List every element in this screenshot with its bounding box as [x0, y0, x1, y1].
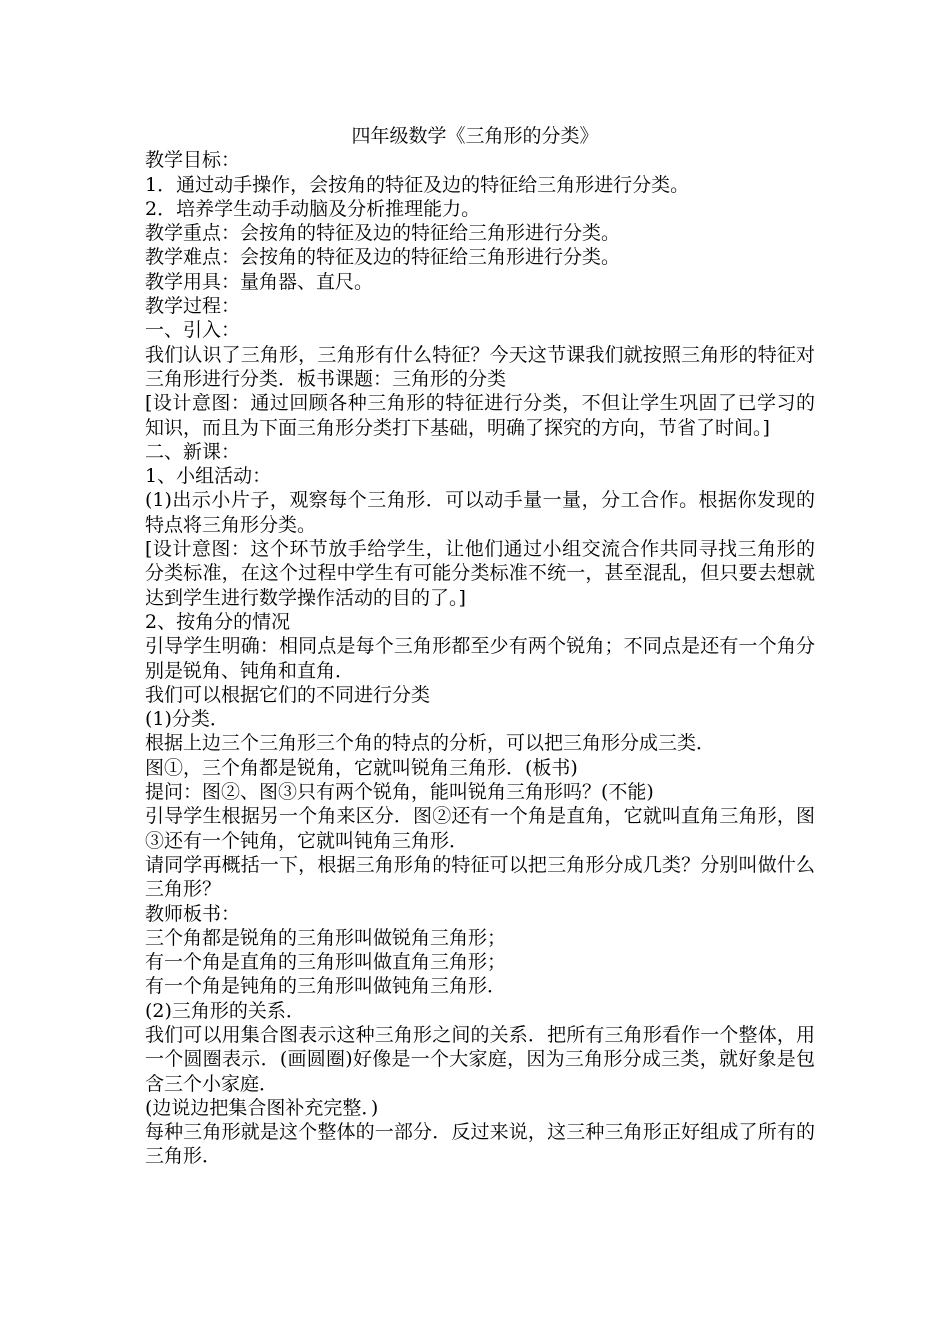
paragraph-tools: 教学用具：量角器、直尺。 [145, 270, 374, 293]
paragraph-summarize: 请同学再概括一下，根据三角形角的特征可以把三角形分成几类？分别叫做什么三角形？ [145, 853, 815, 901]
paragraph-guide-students: 引导学生明确：相同点是每个三角形都至少有两个锐角；不同点是还有一个角分别是锐角、钝角和直角． [145, 635, 815, 682]
paragraph-three-categories: 根据上边三个三角形三个角的特点的分析，可以把三角形分成三类． [145, 732, 716, 755]
paragraph-complete-diagram: (边说边把集合图补充完整．) [145, 1096, 379, 1119]
paragraph-objective-1: 1．通过动手操作，会按角的特征及边的特征给三角形进行分类。 [145, 173, 690, 196]
paragraph-process-heading: 教学过程： [145, 295, 241, 318]
paragraph-obtuse-definition: 有一个角是钝角的三角形叫做钝角三角形． [145, 975, 507, 998]
paragraph-design-intent-1: [设计意图：通过回顾各种三角形的特征进行分类，不但让学生巩固了已学习的知识，而且为下面三角形分类打下基础，明确了探究的方向，节省了时间。] [145, 392, 815, 439]
paragraph-difficulty: 教学难点：会按角的特征及边的特征给三角形进行分类。 [145, 246, 621, 269]
paragraph-group-activity-text: (1)出示小片子，观察每个三角形．可以动手量一量，分工合作。根据你发现的特点将三角形分类。 [145, 489, 815, 536]
paragraph-intro-text: 我们认识了三角形，三角形有什么特征？今天这节课我们就按照三角形的特征对三角形进行分类．板书课题：三角形的分类 [145, 343, 815, 390]
paragraph-relation-heading: (2)三角形的关系． [145, 999, 305, 1022]
paragraph-design-intent-2: [设计意图：这个环节放手给学生，让他们通过小组交流合作共同寻找三角形的分类标准，在这个过程中学生有可能分类标准不统一，甚至混乱，但只要去想就达到学生进行数学操作活动的目的了。] [145, 538, 815, 609]
document-body [145, 124, 815, 1169]
paragraph-by-angle-heading: 2、按角分的情况 [145, 610, 291, 633]
paragraph-board-heading: 教师板书： [145, 902, 241, 925]
paragraph-conclusion: 每种三角形就是这个整体的一部分．反过来说，这三种三角形正好组成了所有的三角形． [145, 1121, 815, 1168]
paragraph-new-lesson-heading: 二、新课： [145, 440, 241, 463]
paragraph-figure-1: 图①，三个角都是锐角，它就叫锐角三角形．(板书) [145, 756, 578, 779]
paragraph-classification-heading: (1)分类． [145, 708, 229, 731]
paragraph-acute-definition: 三个角都是锐角的三角形叫做锐角三角形； [145, 926, 507, 949]
paragraph-objective-2: 2．培养学生动手动脑及分析推理能力。 [145, 197, 481, 220]
paragraph-objectives-heading: 教学目标： [145, 149, 241, 172]
paragraph-key-point: 教学重点：会按角的特征及边的特征给三角形进行分类。 [145, 222, 621, 245]
document-title: 四年级数学《三角形的分类》 [351, 125, 599, 147]
paragraph-intro-heading: 一、引入： [145, 319, 241, 342]
paragraph-other-angle: 引导学生根据另一个角来区分．图②还有一个角是直角，它就叫直角三角形，图③还有一个钝角，它就叫钝角三角形． [145, 805, 815, 852]
paragraph-group-activity-heading: 1、小组活动： [145, 465, 272, 488]
paragraph-question: 提问：图②、图③只有两个锐角，能叫锐角三角形吗？(不能) [145, 781, 654, 804]
paragraph-set-diagram: 我们可以用集合图表示这种三角形之间的关系．把所有三角形看作一个整体，用一个圆圈表示．(画圆圈)好像是一个大家庭，因为三角形分成三类，就好象是包含三个小家庭． [145, 1023, 815, 1095]
paragraph-classify-by-difference: 我们可以根据它们的不同进行分类 [145, 683, 431, 706]
paragraph-right-definition: 有一个角是直角的三角形叫做直角三角形； [145, 951, 507, 974]
